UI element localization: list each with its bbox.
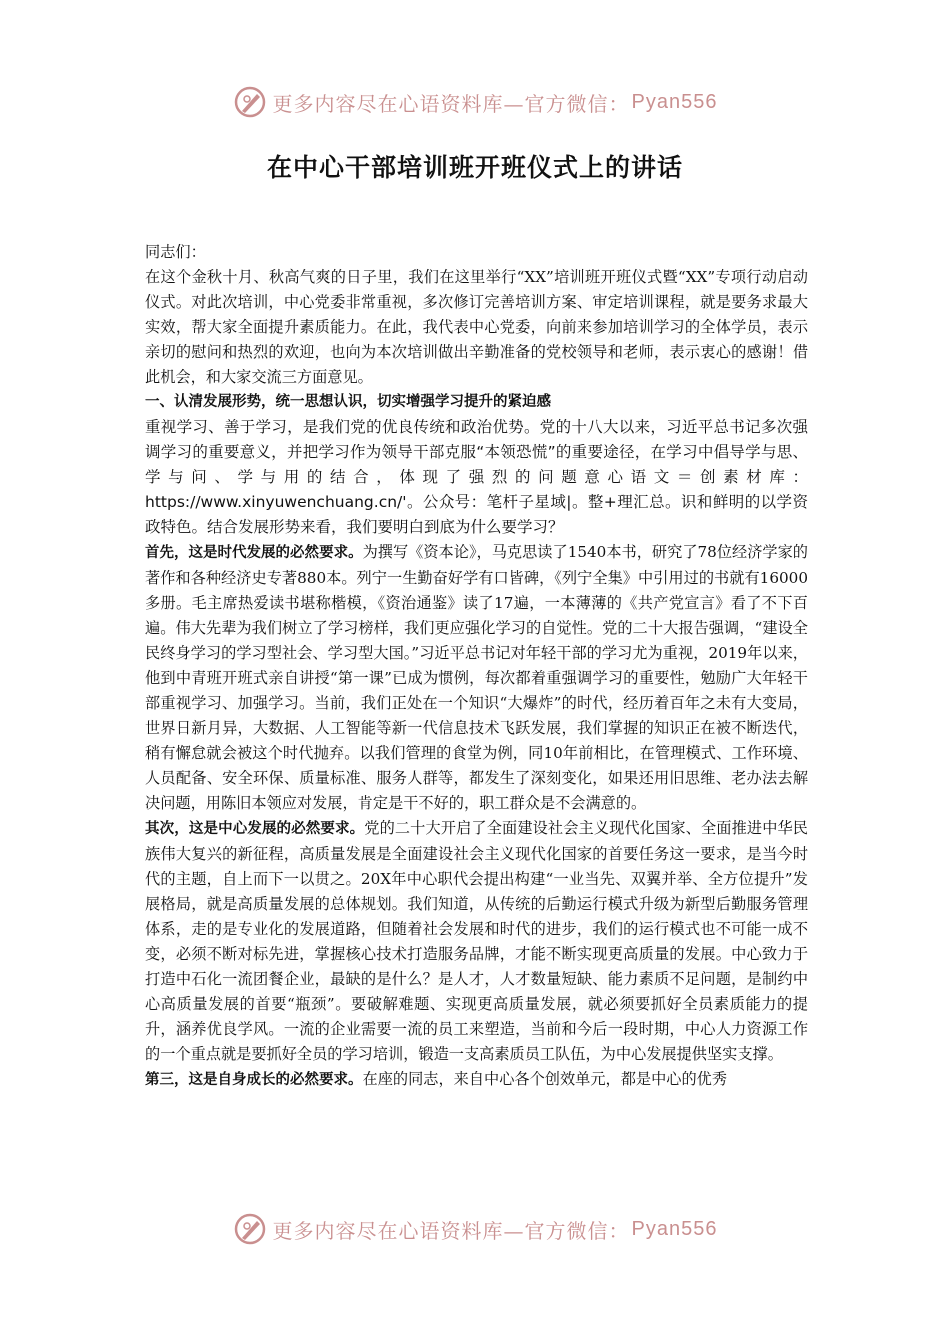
section-1-intro: 重视学习、善于学习，是我们党的优良传统和政治优势。党的十八大以来，习近平总书记多次强调学习的重要意义，并把学习作为领导干部克服“本领恐慌”的重要途径，在学习中倡导学与思、学与问、学与用的结合，体现了强烈的问题意心语文＝创素材库：https://www.xinyuwenchuang.cn/'。公众号：笔杆子星域|。整+理汇总。识和鲜明的以学资政特色。结合发展形势来看，我们要明白到底为什么要学习？ bbox=[145, 418, 808, 536]
footer-watermark-banner bbox=[0, 1209, 950, 1249]
header-watermark-banner bbox=[0, 82, 950, 122]
pen-logo-icon bbox=[233, 85, 267, 119]
point-3-lead: 第三，这是自身成长的必然要求。 bbox=[145, 1072, 363, 1088]
document-body bbox=[145, 240, 808, 1093]
salutation: 同志们： bbox=[145, 243, 206, 261]
point-2-lead: 其次，这是中心发展的必然要求。 bbox=[145, 821, 365, 837]
point-3-body: 在座的同志，来自中心各个创效单元，都是中心的优秀 bbox=[362, 1070, 727, 1088]
document-title: 在中心干部培训班开班仪式上的讲话 bbox=[266, 153, 683, 182]
banner-text: 更多内容尽在心语资料库—官方微信： bbox=[272, 1218, 630, 1243]
point-2-paragraph bbox=[145, 816, 808, 1067]
point-2-body: 党的二十大开启了全面建设社会主义现代化国家、全面推进中华民族伟大复兴的新征程，高质量发展是全面建设社会主义现代化国家的首要任务这一要求，是当今时代的主题，自上而下一以贯之。20X年中心职代会提出构建“一业当先、双翼并举、全方位提升”发展格局，就是高质量发展的总体规划。我们知道，从传统的后勤运行模式升级为新型后勤服务管理体系，走的是专业化的发展道路，但随着社会发展和时代的进步，我们的运行模式也不可能一成不变，必须不断对标先进，掌握核心技术打造服务品牌，才能不断实现更高质量的发展。中心致力于打造中石化一流团餐企业，最缺的是什么？是人才，人才数量短缺、能力素质不足问题，是制约中心高质量发展的首要“瓶颈”。要破解难题、实现更高质量发展，就必须要抓好全员素质能力的提升，涵养优良学风。一流的企业需要一流的员工来塑造，当前和今后一段时期，中心人力资源工作的一个重点就是要抓好全员的学习培训，锻造一支高素质员工队伍，为中心发展提供坚实支撑。 bbox=[145, 819, 808, 1063]
section-1-heading: 一、认清发展形势，统一思想认识，切实增强学习提升的紧迫感 bbox=[145, 394, 551, 410]
intro-paragraph: 在这个金秋十月、秋高气爽的日子里，我们在这里举行“XX”培训班开班仪式暨“XX”专项行动启动仪式。对此次培训，中心党委非常重视，多次修订完善培训方案、审定培训课程，就是要务求最大实效，帮大家全面提升素质能力。在此，我代表中心党委，向前来参加培训学习的全体学员，表示亲切的慰问和热烈的欢迎，也向为本次培训做出辛勤准备的党校领导和老师，表示衷心的感谢！借此机会，和大家交流三方面意见。 bbox=[145, 268, 808, 386]
banner-text: 更多内容尽在心语资料库—官方微信： bbox=[272, 91, 630, 116]
point-3-paragraph bbox=[145, 1067, 808, 1093]
point-1-paragraph bbox=[145, 540, 808, 816]
pen-logo-icon bbox=[233, 1212, 267, 1246]
banner-handle: Pyan556 bbox=[631, 1217, 718, 1240]
point-1-lead: 首先，这是时代发展的必然要求。 bbox=[145, 545, 363, 561]
banner-handle: Pyan556 bbox=[631, 90, 718, 113]
point-1-body: 为撰写《资本论》，马克思读了1540本书，研究了78位经济学家的著作和各种经济史专著880本。列宁一生勤奋好学有口皆碑，《列宁全集》中引用过的书就有16000多册。毛主席热爱读书堪称楷模，《资治通鉴》读了17遍，一本薄薄的《共产党宣言》看了不下百遍。伟大先辈为我们树立了学习榜样，我们更应强化学习的自觉性。党的二十大报告强调，“建设全民终身学习的学习型社会、学习型大国。”习近平总书记对年轻干部的学习尤为重视，2019年以来，他到中青班开班式亲自讲授“第一课”已成为惯例，每次都着重强调学习的重要性，勉励广大年轻干部重视学习、加强学习。当前，我们正处在一个知识“大爆炸”的时代，经历着百年之未有大变局，世界日新月异，大数据、人工智能等新一代信息技术飞跃发展，我们掌握的知识正在被不断迭代，稍有懈怠就会被这个时代抛弃。以我们管理的食堂为例，同10年前相比，在管理模式、工作环境、人员配备、安全环保、质量标准、服务人群等，都发生了深刻变化，如果还用旧思维、老办法去解决问题，用陈旧本领应对发展，肯定是干不好的，职工群众是不会满意的。 bbox=[145, 543, 808, 812]
